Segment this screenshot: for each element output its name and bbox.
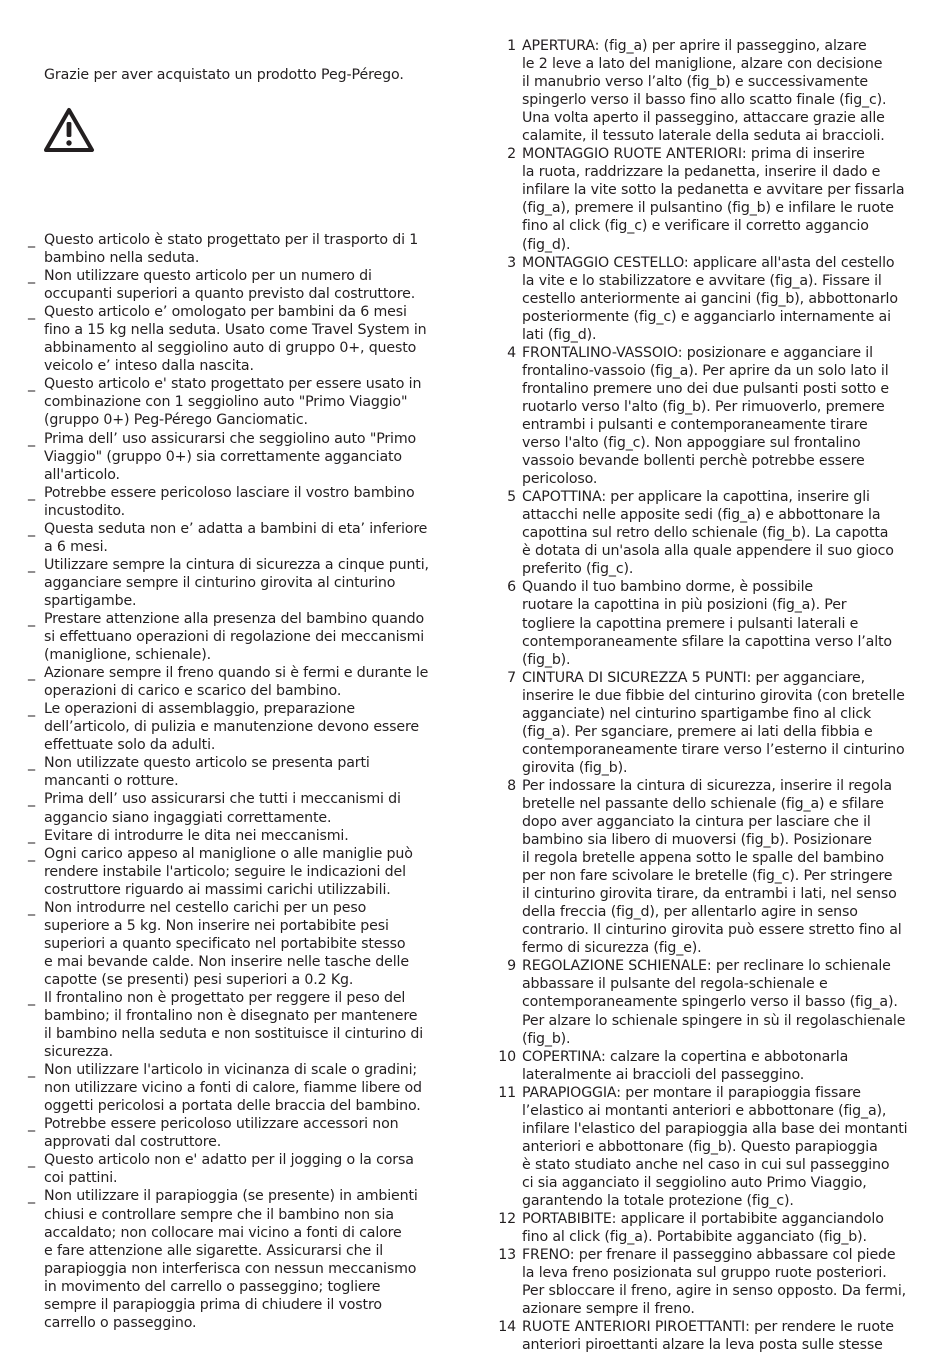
instruction-text-line: preferito (fig_c). <box>522 561 634 578</box>
instruction-item <box>496 344 942 488</box>
instruction-item <box>496 1246 942 1318</box>
warning-item <box>28 231 458 267</box>
instruction-item <box>496 669 942 777</box>
instruction-item <box>496 1084 942 1210</box>
warning-text-line: spartigambe. <box>44 592 137 609</box>
warning-item <box>28 556 458 610</box>
step-number: 10 <box>498 1048 516 1065</box>
instruction-text-line: fino al click (fig_c) e verificare il corretto aggancio <box>522 218 869 235</box>
instruction-text-line: MONTAGGIO CESTELLO: applicare all'asta del cestello <box>522 254 895 271</box>
warning-text-line: bambino nella seduta. <box>44 250 200 267</box>
instruction-text-line: fino al click (fig_a). Portabibite agganciato (fig_b). <box>522 1229 867 1246</box>
warning-text-line: Questo articolo non e' adatto per il jogging o la corsa <box>44 1152 414 1169</box>
instruction-text-line: per non fare scivolare le bretelle (fig_c). Per stringere <box>522 868 893 885</box>
warning-text-line: Evitare di introdurre le dita nei meccanismi. <box>44 827 349 844</box>
instruction-item <box>496 777 942 957</box>
warning-text-line: Non utilizzate questo articolo se presenta parti <box>44 755 370 772</box>
warning-text-line: chiusi e controllare sempre che il bambino non sia <box>44 1206 394 1223</box>
warning-item <box>28 664 458 700</box>
instruction-text-line: Per indossare la cintura di sicurezza, inserire il regola <box>522 777 892 794</box>
instruction-text-line: dopo aver agganciato la cintura per lasciare che il <box>522 814 871 831</box>
warning-text-line: occupanti superiori a quanto previsto dal costruttore. <box>44 286 416 303</box>
bullet-mark: _ <box>28 665 35 682</box>
bullet-mark: _ <box>28 1152 35 1169</box>
instruction-text-line: la leva freno posizionata sul gruppo ruote posteriori. <box>522 1265 887 1282</box>
instruction-item <box>496 578 942 668</box>
instruction-text-line: contemporaneamente tirare verso l’esterno il cinturino <box>522 741 905 758</box>
instruction-text-line: calamite, il tessuto laterale della seduta ai braccioli. <box>522 128 885 145</box>
bullet-mark: _ <box>28 1188 35 1205</box>
instruction-item <box>496 957 942 1047</box>
instruction-text-line: cestello anteriormente ai gancini (fig_b), abbottonarlo <box>522 290 898 307</box>
warning-text-line: Questo articolo e' stato progettato per essere usato in <box>44 376 422 393</box>
instruction-text-line: della freccia (fig_d), per allentarlo agire in senso <box>522 904 858 921</box>
warning-item <box>28 484 458 520</box>
instruction-text-line: le 2 leve a lato del maniglione, alzare con decisione <box>522 56 883 73</box>
instruction-text-line: garantendo la totale protezione (fig_c). <box>522 1193 794 1209</box>
instruction-text-line: bambino sia libero di muoversi (fig_b). Posizionare <box>522 832 872 849</box>
instruction-text-line: MONTAGGIO RUOTE ANTERIORI: prima di inserire <box>522 146 865 163</box>
instruction-text-line: il cinturino girovita tirare, da entrambi i lati, nel senso <box>522 886 897 903</box>
step-number: 11 <box>498 1084 516 1101</box>
warning-text-line: superiori a quanto specificato nel portabibite stesso <box>44 935 406 952</box>
instruction-text-line: posteriormente (fig_c) e agganciarlo internamente ai <box>522 308 891 325</box>
step-number: 12 <box>498 1211 516 1228</box>
bullet-mark: _ <box>28 484 35 501</box>
instruction-text-line: frontalino-vassoio (fig_a). Per aprire da un solo lato il <box>522 362 889 379</box>
warning-text-line: Questo articolo è stato progettato per il trasporto di 1 <box>44 232 419 248</box>
bullet-mark: _ <box>28 899 35 916</box>
instruction-text-line: (fig_d). <box>522 236 571 253</box>
warning-item <box>28 1061 458 1115</box>
instruction-text-line: inserire le due fibbie del cinturino girovita (con bretelle <box>522 687 905 704</box>
assembly-instructions-list <box>496 37 942 1354</box>
bullet-mark: _ <box>28 556 35 573</box>
warning-item <box>28 790 458 826</box>
warning-text-line: Non utilizzare questo articolo per un numero di <box>44 268 372 285</box>
instruction-text-line: girovita (fig_b). <box>522 759 628 776</box>
instruction-text-line: ruotarlo verso l'alto (fig_b). Per rimuoverlo, premere <box>522 398 885 415</box>
instruction-text-line: Per alzare lo schienale spingere in sù il regolaschienale <box>522 1012 906 1029</box>
instruction-text-line: Quando il tuo bambino dorme, è possibile <box>522 579 813 596</box>
instruction-text-line: ruotare la capottina in più posizioni (fig_a). Per <box>522 597 847 614</box>
warning-item <box>28 1187 458 1331</box>
warning-text-line: coi pattini. <box>44 1170 118 1187</box>
instruction-text-line: bretelle nel passante dello schienale (fig_a) e sfilare <box>522 795 884 812</box>
warning-text-line: sempre il parapioggia prima di chiudere il vostro <box>44 1296 382 1313</box>
warning-text-line: all'articolo. <box>44 466 120 483</box>
warning-text-line: il bambino nella seduta e non sostituisce il cinturino di <box>44 1026 424 1043</box>
bullet-mark: _ <box>28 232 35 248</box>
warning-text-line: in movimento del carrello o passeggino; togliere <box>44 1278 381 1295</box>
instruction-text-line: contemporaneamente sfilare la capottina verso l’alto <box>522 633 892 650</box>
instruction-text-line: la ruota, raddrizzare la pedanetta, inserire il dado e <box>522 164 881 181</box>
warning-item <box>28 610 458 664</box>
warning-item <box>28 899 458 989</box>
instruction-text-line: contrario. Il cinturino girovita può essere stretto fino al <box>522 922 902 939</box>
warning-item <box>28 827 458 845</box>
instruction-text-line: azionare sempre il freno. <box>522 1301 695 1318</box>
warning-text-line: Non introdurre nel cestello carichi per un peso <box>44 899 367 916</box>
warning-text-line: Non utilizzare il parapioggia (se presente) in ambienti <box>44 1188 418 1205</box>
instruction-text-line: PORTABIBITE: applicare il portabibite agganciandolo <box>522 1211 884 1228</box>
instruction-text-line: anteriori e abbottonare (fig_b). Questo parapioggia <box>522 1138 878 1155</box>
warning-text-line: Viaggio" (gruppo 0+) sia correttamente agganciato <box>44 448 402 465</box>
bullet-mark: _ <box>28 430 35 447</box>
instruction-text-line: contemporaneamente spingerlo verso il basso (fig_a). <box>522 994 898 1011</box>
warning-text-line: e fare attenzione alle sigarette. Assicurarsi che il <box>44 1242 384 1259</box>
instruction-text-line: l’elastico ai montanti anteriori e abbottonare (fig_a), <box>522 1102 887 1119</box>
instruction-text-line: REGOLAZIONE SCHIENALE: per reclinare lo schienale <box>522 958 891 975</box>
instruction-text-line: frontalino premere uno dei due pulsanti posti sotto e <box>522 380 889 397</box>
bullet-mark: _ <box>28 268 35 285</box>
instruction-text-line: attacchi nelle apposite sedi (fig_a) e abbottonare la <box>522 507 881 524</box>
instruction-text-line: agganciate) nel cinturino spartigambe fino al click <box>522 705 872 722</box>
bullet-mark: _ <box>28 827 35 844</box>
warning-text-line: Potrebbe essere pericoloso lasciare il vostro bambino <box>44 484 415 501</box>
warning-text-line: rendere instabile l'articolo; seguire le indicazioni del <box>44 863 406 880</box>
warning-triangle-icon <box>43 107 95 153</box>
instruction-text-line: CAPOTTINA: per applicare la capottina, inserire gli <box>522 489 870 506</box>
safety-warnings-list <box>28 231 458 1332</box>
warning-text-line: fino a 15 kg nella seduta. Usato come Travel System in <box>44 322 427 339</box>
bullet-mark: _ <box>28 845 35 862</box>
instruction-text-line: RUOTE ANTERIORI PIROETTANTI: per rendere le ruote <box>522 1319 894 1336</box>
instruction-text-line: PARAPIOGGIA: per montare il parapioggia fissare <box>522 1084 861 1101</box>
instruction-item <box>496 1210 942 1246</box>
step-number: 1 <box>507 38 516 54</box>
warning-text-line: a 6 mesi. <box>44 538 108 555</box>
warning-item <box>28 375 458 429</box>
warning-item <box>28 520 458 556</box>
intro-text: Grazie per aver acquistato un prodotto Peg-Pérego. <box>44 67 404 83</box>
step-number: 5 <box>507 489 516 506</box>
instruction-text-line: FRENO: per frenare il passeggino abbassare col piede <box>522 1247 896 1264</box>
warning-text-line: Potrebbe essere pericoloso utilizzare accessori non <box>44 1116 399 1133</box>
instruction-item <box>496 488 942 578</box>
warning-text-line: sicurezza. <box>44 1044 113 1061</box>
warning-item <box>28 303 458 375</box>
warning-text-line: oggetti pericolosi a portata delle braccia del bambino. <box>44 1098 421 1115</box>
warning-item <box>28 700 458 754</box>
warning-text-line: superiore a 5 kg. Non inserire nei portabibite pesi <box>44 917 389 934</box>
bullet-mark: _ <box>28 376 35 393</box>
bullet-mark: _ <box>28 304 35 321</box>
warning-text-line: Utilizzare sempre la cintura di sicurezza a cinque punti, <box>44 556 429 573</box>
bullet-mark: _ <box>28 1062 35 1079</box>
bullet-mark: _ <box>28 610 35 627</box>
step-number: 8 <box>507 777 516 794</box>
warning-text-line: e mai bevande calde. Non inserire nelle tasche delle <box>44 953 409 970</box>
warning-text-line: dell’articolo, di pulizia e manutenzione devono essere <box>44 719 419 736</box>
warning-item <box>28 267 458 303</box>
warning-text-line: Questa seduta non e’ adatta a bambini di eta’ inferiore <box>44 520 428 537</box>
step-number: 2 <box>507 146 516 163</box>
instruction-text-line: il manubrio verso l’alto (fig_b) e successivamente <box>522 74 868 91</box>
bullet-mark: _ <box>28 520 35 537</box>
instruction-text-line: anteriori piroettanti alzare la leva posta sulle stesse <box>522 1337 883 1354</box>
step-number: 7 <box>507 669 516 686</box>
instruction-text-line: capottina sul retro dello schienale (fig_b). La capotta <box>522 525 889 542</box>
instruction-text-line: (fig_b). <box>522 651 571 668</box>
warning-item <box>28 1151 458 1187</box>
warning-text-line: Prima dell’ uso assicurarsi che seggiolino auto "Primo <box>44 430 417 447</box>
instruction-text-line: entrambi i pulsanti e contemporaneamente tirare <box>522 416 868 433</box>
instruction-text-line: lati (fig_d). <box>522 326 597 343</box>
warning-text-line: agganciare sempre il cinturino girovita al cinturino <box>44 574 396 591</box>
instruction-text-line: spingerlo verso il basso fino allo scatto finale (fig_c). <box>522 92 887 109</box>
step-number: 13 <box>498 1247 516 1264</box>
instruction-text-line: abbassare il pulsante del regola-schienale e <box>522 976 828 993</box>
warning-text-line: accaldato; non collocare mai vicino a fonti di calore <box>44 1224 402 1241</box>
warning-text-line: capotte (se presenti) pesi superiori a 0.2 Kg. <box>44 971 354 988</box>
warning-text-line: si effettuano operazioni di regolazione dei meccanismi <box>44 629 425 646</box>
warning-text-line: combinazione con 1 seggiolino auto "Primo Viaggio" <box>44 394 408 411</box>
instruction-text-line: infilare la vite sotto la pedanetta e avvitare per fissarla <box>522 182 905 199</box>
instruction-text-line: infilare l'elastico del parapioggia alla base dei montanti <box>522 1120 908 1137</box>
bullet-mark: _ <box>28 1116 35 1133</box>
warning-text-line: operazioni di carico e scarico del bambino. <box>44 683 342 700</box>
instruction-text-line: è dotata di un'asola alla quale appendere il suo gioco <box>522 543 894 560</box>
warning-text-line: approvati dal costruttore. <box>44 1134 222 1151</box>
bullet-mark: _ <box>28 755 35 772</box>
warning-text-line: Questo articolo e’ omologato per bambini da 6 mesi <box>44 304 407 321</box>
instruction-text-line: Per sbloccare il freno, agire in senso opposto. Da fermi, <box>522 1283 906 1300</box>
bullet-mark: _ <box>28 791 35 808</box>
warning-text-line: mancanti o rotture. <box>44 773 179 790</box>
instruction-item <box>496 145 942 253</box>
instruction-text-line: (fig_a). Per sganciare, premere ai lati della fibbia e <box>522 723 873 740</box>
instruction-text-line: verso l'alto (fig_c). Non appoggiare sul frontalino <box>522 435 861 452</box>
warning-text-line: veicolo e’ inteso dalla nascita. <box>44 358 254 375</box>
bullet-mark: _ <box>28 989 35 1006</box>
instruction-text-line: (fig_a), premere il pulsantino (fig_b) e infilare le ruote <box>522 200 894 217</box>
instruction-text-line: è stato studiato anche nel caso in cui sul passeggino <box>522 1156 890 1173</box>
warning-item <box>28 430 458 484</box>
instruction-text-line: la vite e lo stabilizzatore e avvitare (fig_a). Fissare il <box>522 272 882 289</box>
warning-text-line: Prima dell’ uso assicurarsi che tutti i meccanismi di <box>44 791 401 808</box>
warning-text-line: effettuate solo da adulti. <box>44 737 216 754</box>
warning-text-line: Prestare attenzione alla presenza del bambino quando <box>44 610 425 627</box>
instruction-text-line: APERTURA: (fig_a) per aprire il passeggino, alzare <box>522 38 867 54</box>
warning-text-line: costruttore riguardo ai massimi carichi utilizzabili. <box>44 881 391 898</box>
instruction-item <box>496 1048 942 1084</box>
warning-text-line: bambino; il frontalino non è disegnato per mantenere <box>44 1008 418 1025</box>
instruction-text-line: vassoio bevande bollenti perchè potrebbe essere <box>522 453 865 470</box>
warning-text-line: aggancio siano ingaggiati correttamente. <box>44 809 332 826</box>
step-number: 4 <box>507 344 516 361</box>
instruction-text-line: ci sia agganciato il seggiolino auto Primo Viaggio, <box>522 1174 867 1191</box>
instruction-text-line: CINTURA DI SICUREZZA 5 PUNTI: per agganciare, <box>522 669 865 686</box>
warning-text-line: Ogni carico appeso al maniglione o alle maniglie può <box>44 845 413 862</box>
warning-text-line: carrello o passeggino. <box>44 1314 197 1331</box>
warning-item <box>28 845 458 899</box>
warning-text-line: (gruppo 0+) Peg-Pérego Ganciomatic. <box>44 412 308 429</box>
instruction-text-line: lateralmente ai braccioli del passeggino. <box>522 1066 805 1083</box>
instruction-item <box>496 254 942 344</box>
warning-text-line: (maniglione, schienale). <box>44 647 211 664</box>
instruction-text-line: FRONTALINO-VASSOIO: posizionare e agganciare il <box>522 344 873 361</box>
warning-text-line: Non utilizzare l'articolo in vicinanza di scale o gradini; <box>44 1062 418 1079</box>
warning-text-line: parapioggia non interferisca con nessun meccanismo <box>44 1260 417 1277</box>
instruction-text-line: (fig_b). <box>522 1030 571 1047</box>
warning-item <box>28 1115 458 1151</box>
bullet-mark: _ <box>28 701 35 718</box>
step-number: 9 <box>507 958 516 975</box>
instruction-text-line: il regola bretelle appena sotto le spalle del bambino <box>522 850 884 867</box>
warning-text-line: Le operazioni di assemblaggio, preparazione <box>44 701 355 718</box>
instruction-text-line: togliere la capottina premere i pulsanti laterali e <box>522 615 859 632</box>
instruction-item <box>496 1318 942 1354</box>
warning-text-line: Azionare sempre il freno quando si è fermi e durante le <box>44 665 429 682</box>
step-number: 14 <box>498 1319 516 1336</box>
instruction-text-line: COPERTINA: calzare la copertina e abbotonarla <box>522 1048 849 1065</box>
warning-item <box>28 754 458 790</box>
step-number: 3 <box>507 254 516 271</box>
instruction-text-line: fermo di sicurezza (fig_e). <box>522 940 702 957</box>
instruction-text-line: pericoloso. <box>522 471 598 488</box>
warning-text-line: incustodito. <box>44 502 126 519</box>
warning-text-line: non utilizzare vicino a fonti di calore, fiamme libere od <box>44 1080 422 1097</box>
step-number: 6 <box>507 579 516 596</box>
instruction-item <box>496 37 942 145</box>
instruction-text-line: Una volta aperto il passeggino, attaccare grazie alle <box>522 110 885 127</box>
warning-item <box>28 989 458 1061</box>
warning-text-line: abbinamento al seggiolino auto di gruppo 0+, questo <box>44 340 417 357</box>
warning-text-line: Il frontalino non è progettato per reggere il peso del <box>44 989 406 1006</box>
